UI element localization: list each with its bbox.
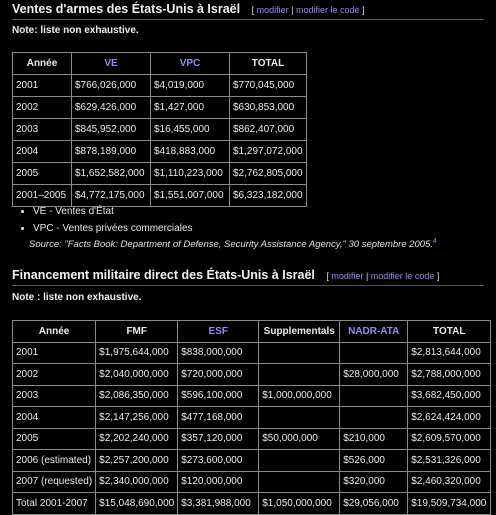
section1-divider (12, 19, 484, 20)
table-row (13, 364, 491, 386)
section2-title: Financement militaire direct des États-Unis à Israël (12, 268, 315, 282)
table-cell: $6,323,182,000 (230, 185, 307, 207)
section2-edit-link[interactable]: modifier (331, 271, 364, 281)
table-cell: 2006 (estimated) (13, 450, 96, 472)
table-cell (259, 471, 340, 493)
table-row (13, 342, 491, 364)
column-header: TOTAL (230, 53, 307, 75)
table-cell: $3,682,450,000 (408, 385, 491, 407)
section2-edit-code-link[interactable]: modifier le code (370, 271, 435, 281)
abbreviation-legend (18, 203, 193, 237)
table-cell: $3,381,988,000 (178, 493, 259, 515)
table-cell: $2,788,000,000 (408, 364, 491, 386)
section2-heading (12, 268, 439, 282)
table-row (13, 141, 307, 163)
table-cell (259, 342, 340, 364)
table-body (13, 75, 307, 207)
table-cell: $878,189,000 (72, 141, 151, 163)
table-cell: $29,056,000 (340, 493, 408, 515)
table-header-row (13, 321, 491, 343)
edit-bracket-open: [ (251, 5, 255, 15)
table-cell: $2,040,000,000 (96, 364, 178, 386)
table-cell: Total 2001-2007 (13, 493, 96, 515)
column-header: Année (13, 321, 96, 343)
table-cell: $1,297,072,000 (230, 141, 307, 163)
table-cell (340, 407, 408, 429)
table-cell (259, 407, 340, 429)
table-cell: $2,340,000,000 (96, 471, 178, 493)
table-row (13, 163, 307, 185)
edit-bracket-close: ] (362, 5, 365, 15)
table-cell: $2,762,805,000 (230, 163, 307, 185)
table-header-row (13, 53, 307, 75)
table-cell: $862,407,000 (230, 119, 307, 141)
table-cell: $2,531,326,000 (408, 450, 491, 472)
table-cell: $2,147,256,000 (96, 407, 178, 429)
table-row (13, 407, 491, 429)
column-header: FMF (96, 321, 178, 343)
table-cell (259, 450, 340, 472)
table-row (13, 119, 307, 141)
table-cell: $15,048,690,000 (96, 493, 178, 515)
table-row (13, 450, 491, 472)
table-cell: $19,509,734,000 (408, 493, 491, 515)
table-cell: $418,883,000 (151, 141, 230, 163)
column-header: Supplementals (259, 321, 340, 343)
section2-edit-links (326, 271, 439, 281)
table-row (13, 75, 307, 97)
table-row (13, 471, 491, 493)
table-row (13, 493, 491, 515)
table-body (13, 342, 491, 514)
legend-item-vpc: • VPC - Ventes privées commerciales (33, 220, 193, 237)
table-cell: $2,202,240,000 (96, 428, 178, 450)
table-cell: $50,000,000 (259, 428, 340, 450)
table-cell: $1,652,582,000 (72, 163, 151, 185)
arms-sales-table (12, 52, 307, 207)
column-header: Année (13, 53, 72, 75)
reference-link[interactable]: 4 (433, 238, 437, 245)
edit-separator: | (365, 271, 369, 281)
table-cell: $2,460,320,000 (408, 471, 491, 493)
table-cell: $838,000,000 (178, 342, 259, 364)
table-cell: 2004 (13, 407, 96, 429)
table-cell (340, 342, 408, 364)
table-cell: $770,045,000 (230, 75, 307, 97)
table-cell: $1,551,007,000 (151, 185, 230, 207)
table-row (13, 97, 307, 119)
table-row (13, 428, 491, 450)
table-cell: 2001–2005 (13, 185, 72, 207)
table-cell: $16,455,000 (151, 119, 230, 141)
edit-separator: | (291, 5, 294, 15)
table-cell: $766,026,000 (72, 75, 151, 97)
table-cell: $629,426,000 (72, 97, 151, 119)
section1-edit-links (252, 5, 365, 15)
table-cell: 2005 (13, 163, 72, 185)
column-header: TOTAL (408, 321, 491, 343)
legend-item-ve: • VE - Ventes d'État (33, 203, 193, 220)
table-cell: $1,050,000,000 (259, 493, 340, 515)
edit-bracket-open: [ (326, 271, 329, 281)
table-cell: 2003 (13, 385, 96, 407)
table-cell: $4,019,000 (151, 75, 230, 97)
section1-edit-link[interactable]: modifier (256, 5, 289, 15)
table-cell: $210,000 (340, 428, 408, 450)
table-cell: $2,624,424,000 (408, 407, 491, 429)
table-cell: $4,772,175,000 (72, 185, 151, 207)
section1-heading (12, 2, 365, 16)
table-cell: $477,168,000 (178, 407, 259, 429)
source-citation (29, 238, 437, 250)
table-cell: $526,000 (340, 450, 408, 472)
table-cell: 2001 (13, 75, 72, 97)
table-cell: $630,853,000 (230, 97, 307, 119)
section1-edit-code-link[interactable]: modifier le code (296, 5, 360, 15)
table-cell: 2003 (13, 119, 72, 141)
military-financing-table (12, 320, 491, 515)
table-cell: 2007 (requested) (13, 471, 96, 493)
section2-divider (12, 285, 484, 286)
table-cell: $2,813,644,000 (408, 342, 491, 364)
source-text: Source: "Facts Book: Department of Defense, Security Assistance Agency," 30 septembre 2005. (29, 239, 434, 251)
table-cell (340, 385, 408, 407)
column-header[interactable]: VE (72, 53, 151, 75)
table-cell: $720,000,000 (178, 364, 259, 386)
table-row (13, 385, 491, 407)
table-cell: $2,257,200,000 (96, 450, 178, 472)
table-cell: $2,086,350,000 (96, 385, 178, 407)
section2-note: Note : liste non exhaustive. (12, 292, 142, 303)
edit-bracket-close: ] (436, 271, 440, 281)
table-cell: $1,000,000,000 (259, 385, 340, 407)
table-cell: $320,000 (340, 471, 408, 493)
table-cell: $596,100,000 (178, 385, 259, 407)
table-cell: $28,000,000 (340, 364, 408, 386)
table-cell (259, 364, 340, 386)
column-header[interactable]: VPC (151, 53, 230, 75)
table-cell: 2002 (13, 364, 96, 386)
table-cell: $2,609,570,000 (408, 428, 491, 450)
table-cell: $273,600,000 (178, 450, 259, 472)
table-cell: $845,952,000 (72, 119, 151, 141)
table-cell: 2005 (13, 428, 96, 450)
table-cell: 2002 (13, 97, 72, 119)
table-cell: $1,110,223,000 (151, 163, 230, 185)
table-cell: $120,000,000 (178, 471, 259, 493)
column-header[interactable]: NADR-ATA (340, 321, 408, 343)
table-cell: $1,427,000 (151, 97, 230, 119)
column-header[interactable]: ESF (178, 321, 259, 343)
table-cell: 2004 (13, 141, 72, 163)
section1-title: Ventes d'armes des États-Unis à Israël (12, 2, 241, 16)
table-cell: $357,120,000 (178, 428, 259, 450)
table-cell: 2001 (13, 342, 96, 364)
table-cell: $1,975,644,000 (96, 342, 178, 364)
section1-note: Note: liste non exhaustive. (12, 25, 139, 36)
